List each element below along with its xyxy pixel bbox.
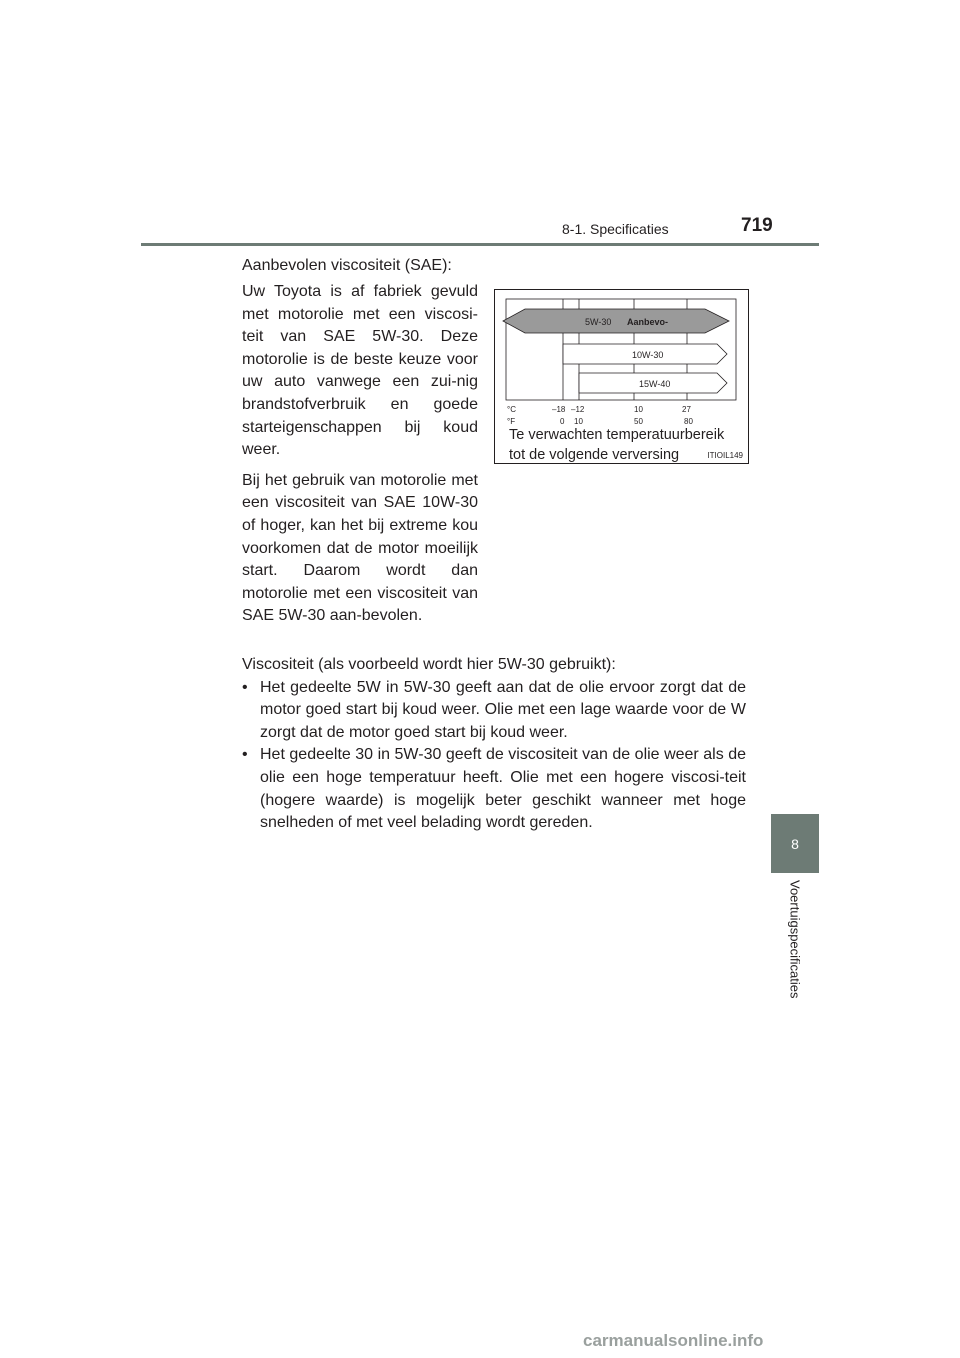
left-column	[242, 281, 478, 636]
fahrenheit-unit: °F	[507, 417, 516, 425]
celsius-tick-minus18: –18	[552, 405, 566, 414]
viscosity-lead: Viscositeit (als voorbeeld wordt hier 5W-30 gebruikt):	[242, 656, 616, 673]
figure-code: ITIOIL149	[707, 451, 743, 460]
grade-label-10w30: 10W-30	[632, 350, 664, 360]
grade-label-5w30: 5W-30	[585, 317, 612, 327]
celsius-tick-minus12: –12	[571, 405, 585, 414]
figure-caption	[509, 426, 724, 465]
viscosity-explanation	[242, 654, 746, 835]
chapter-tab[interactable]	[771, 814, 819, 873]
running-header-section: 8-1. Specificaties	[562, 221, 669, 237]
watermark: carmanualsonline.info	[583, 1331, 764, 1350]
chapter-number: 8	[791, 835, 799, 852]
viscosity-figure	[494, 289, 749, 464]
viscosity-chart	[495, 290, 748, 425]
paragraph-cold-start: Bij het gebruik van motorolie met een viscositeit van SAE 10W-30 of hoger, kan het bij extreme kou voorkomen dat de motor moeilijk start. Daarom wordt dan motorolie met een viscositeit van SAE 5W-30 aan-bevolen.	[242, 471, 478, 625]
celsius-tick-10: 10	[634, 405, 643, 414]
celsius-unit: °C	[507, 405, 516, 414]
bullet-dot: •	[242, 746, 248, 764]
bullet-item	[242, 677, 746, 745]
figure-caption-line1: Te verwachten temperatuurbereik	[509, 427, 725, 443]
celsius-tick-27: 27	[682, 405, 691, 414]
bullet-text: Het gedeelte 5W in 5W-30 geeft aan dat de olie ervoor zorgt dat de motor goed start bij koud weer. Olie met een lage waarde voor de W zorgt dat de motor goed start bij koud weer.	[260, 678, 746, 741]
fahrenheit-tick-80: 80	[684, 417, 693, 425]
recommended-label: Aanbevo-	[627, 317, 669, 327]
fahrenheit-tick-10: 10	[574, 417, 583, 425]
header-rule	[141, 243, 819, 246]
grade-arrow-5w30	[503, 309, 729, 333]
intro-heading: Aanbevolen viscositeit (SAE):	[242, 257, 452, 274]
page-number: 719	[741, 215, 773, 236]
figure-caption-line2: tot de volgende verversing	[509, 446, 680, 463]
bullet-text: Het gedeelte 30 in 5W-30 geeft de viscositeit van de olie weer als de olie een hoge temperatuur heeft. Olie met een hogere viscosi-teit (hogere waarde) is mogelijk beter geschikt wanneer met hoge snelheden of met veel belading wordt gereden.	[260, 746, 746, 832]
fahrenheit-tick-0: 0	[560, 417, 565, 425]
chapter-label: Voertuigspecificaties	[787, 880, 803, 999]
bullet-item	[242, 744, 746, 834]
bullet-dot: •	[242, 678, 248, 696]
grade-label-15w40: 15W-40	[639, 379, 671, 389]
fahrenheit-tick-50: 50	[634, 417, 643, 425]
paragraph-factory-fill: Uw Toyota is af fabriek gevuld met motorolie met een viscosi-teit van SAE 5W-30. Deze motorolie is de beste keuze voor uw auto vanwege een zui-nig brandstofverbruik en goede starteigenschappen bij koud weer.	[242, 283, 478, 459]
